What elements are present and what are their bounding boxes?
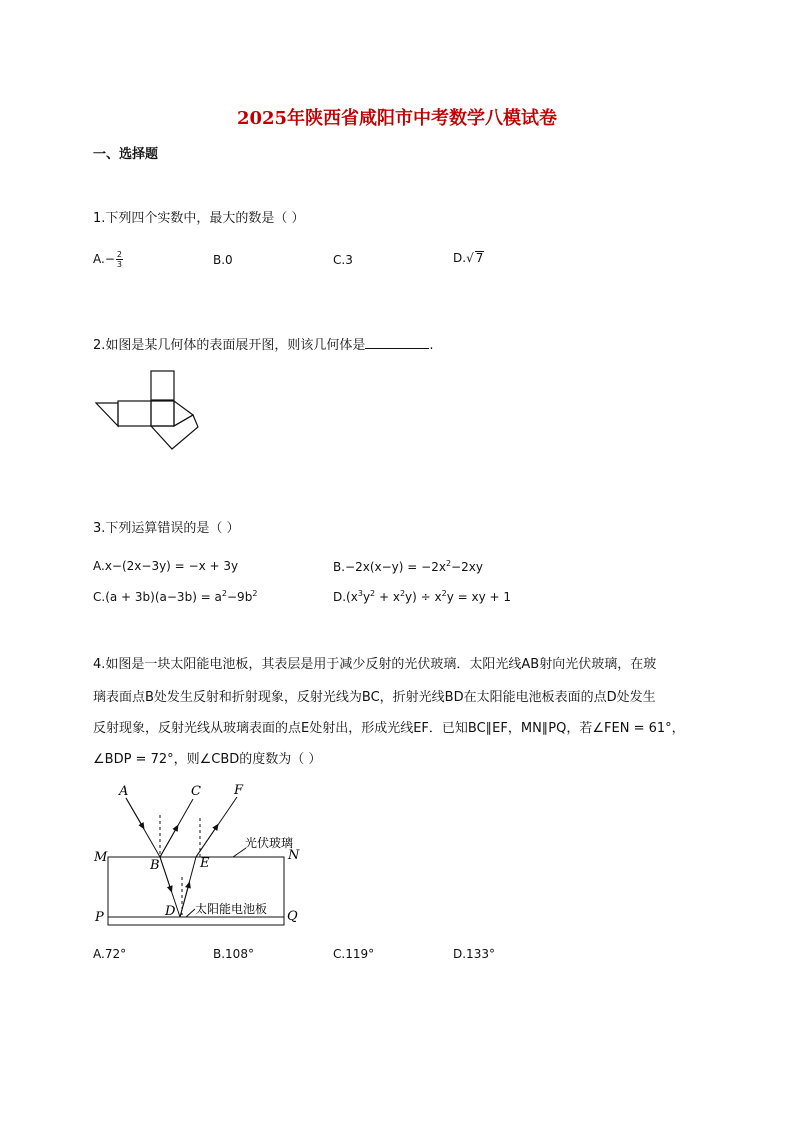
question-1-stem: 1.下列四个实数中，最大的数是（ ） xyxy=(93,211,305,226)
ray-de-arrow xyxy=(180,884,189,917)
q3-d-m1: y xyxy=(362,590,371,604)
label-b: B xyxy=(150,858,160,873)
exponent: 2 xyxy=(441,589,447,598)
q4-option-c[interactable]: C.119° xyxy=(333,947,375,961)
q1-option-b[interactable]: B.0 xyxy=(213,253,233,267)
denominator: 3 xyxy=(116,260,122,269)
q2-stem-text: 2.如图是某几何体的表面展开图，则该几何体是 xyxy=(93,338,366,353)
label-glass: 光伏玻璃 xyxy=(245,836,294,850)
exponent: 2 xyxy=(445,559,452,568)
exponent: 2 xyxy=(399,589,406,598)
question-3-stem: 3.下列运算错误的是（ ） xyxy=(93,521,240,536)
section-heading: 一、选择题 xyxy=(93,147,159,162)
q4-option-b[interactable]: B.108° xyxy=(213,947,254,961)
q3-d-post: y = xy + 1 xyxy=(446,590,512,604)
q1-option-d-prefix: D. xyxy=(453,251,467,265)
label-f: F xyxy=(234,783,244,798)
q3-c-mid: −9b xyxy=(227,590,253,604)
label-m: M xyxy=(94,850,108,865)
label-e: E xyxy=(200,856,210,871)
label-a: A xyxy=(119,784,129,799)
q1-option-c[interactable]: C.3 xyxy=(333,253,353,267)
q3-d-m2: + x xyxy=(375,590,400,604)
q3-d-pre: D.(x xyxy=(333,590,358,604)
q3-d-m3: y) ÷ x xyxy=(405,590,442,604)
ray-ab-arrow xyxy=(126,798,143,827)
numerator: 2 xyxy=(116,250,122,259)
label-c: C xyxy=(191,784,201,799)
exponent: 3 xyxy=(357,589,363,598)
exponent: 2 xyxy=(370,589,376,598)
label-panel: 太阳能电池板 xyxy=(195,902,268,916)
q4-option-d[interactable]: D.133° xyxy=(453,947,495,961)
q3-b-post: −2xy xyxy=(451,560,483,574)
label-q: Q xyxy=(287,909,298,924)
question-4-line-3: 反射现象，反射光线从玻璃表面的点E处射出，形成光线EF．已知BC∥EF，MN∥PQ，若∠FEN = 61°， xyxy=(93,721,685,736)
sqrt-radicand: 7 xyxy=(475,251,484,265)
label-n: N xyxy=(288,848,300,863)
panel-leader xyxy=(186,909,195,917)
exponent: 2 xyxy=(252,589,258,598)
q1-option-d[interactable]: D.√ 7 xyxy=(453,251,484,265)
ray-bc-arrow xyxy=(160,827,177,857)
exponent: 2 xyxy=(221,589,227,598)
question-4-line-2: 璃表面点B处发生反射和折射现象，反射光线为BC，折射光线BD在太阳能电池板表面的点D处发生 xyxy=(93,690,656,705)
ray-ef-arrow xyxy=(196,826,217,857)
question-4-line-1: 4.如图是一块太阳能电池板，其表层是用于减少反射的光伏玻璃．太阳光线AB射向光伏玻璃，在玻 xyxy=(93,657,657,672)
q2-stem-end: . xyxy=(429,338,434,353)
question-4-line-4: ∠BDP = 72°，则∠CBD的度数为（ ） xyxy=(93,752,322,767)
q1-option-a-prefix: A.− xyxy=(93,252,115,266)
q4-option-a[interactable]: A.72° xyxy=(93,947,127,961)
q3-option-a[interactable]: A.x−(2x−3y) = −x + 3y xyxy=(93,559,239,573)
ray-bd-arrow xyxy=(160,857,171,890)
page-title: 2025年陕西省咸阳市中考数学八模试卷 xyxy=(236,108,558,129)
q3-c-pre: C.(a + 3b)(a−3b) = a xyxy=(93,590,222,604)
label-p: P xyxy=(95,910,104,925)
q3-b-pre: B.−2x(x−y) = −2x xyxy=(333,560,446,574)
label-d: D xyxy=(165,904,176,919)
